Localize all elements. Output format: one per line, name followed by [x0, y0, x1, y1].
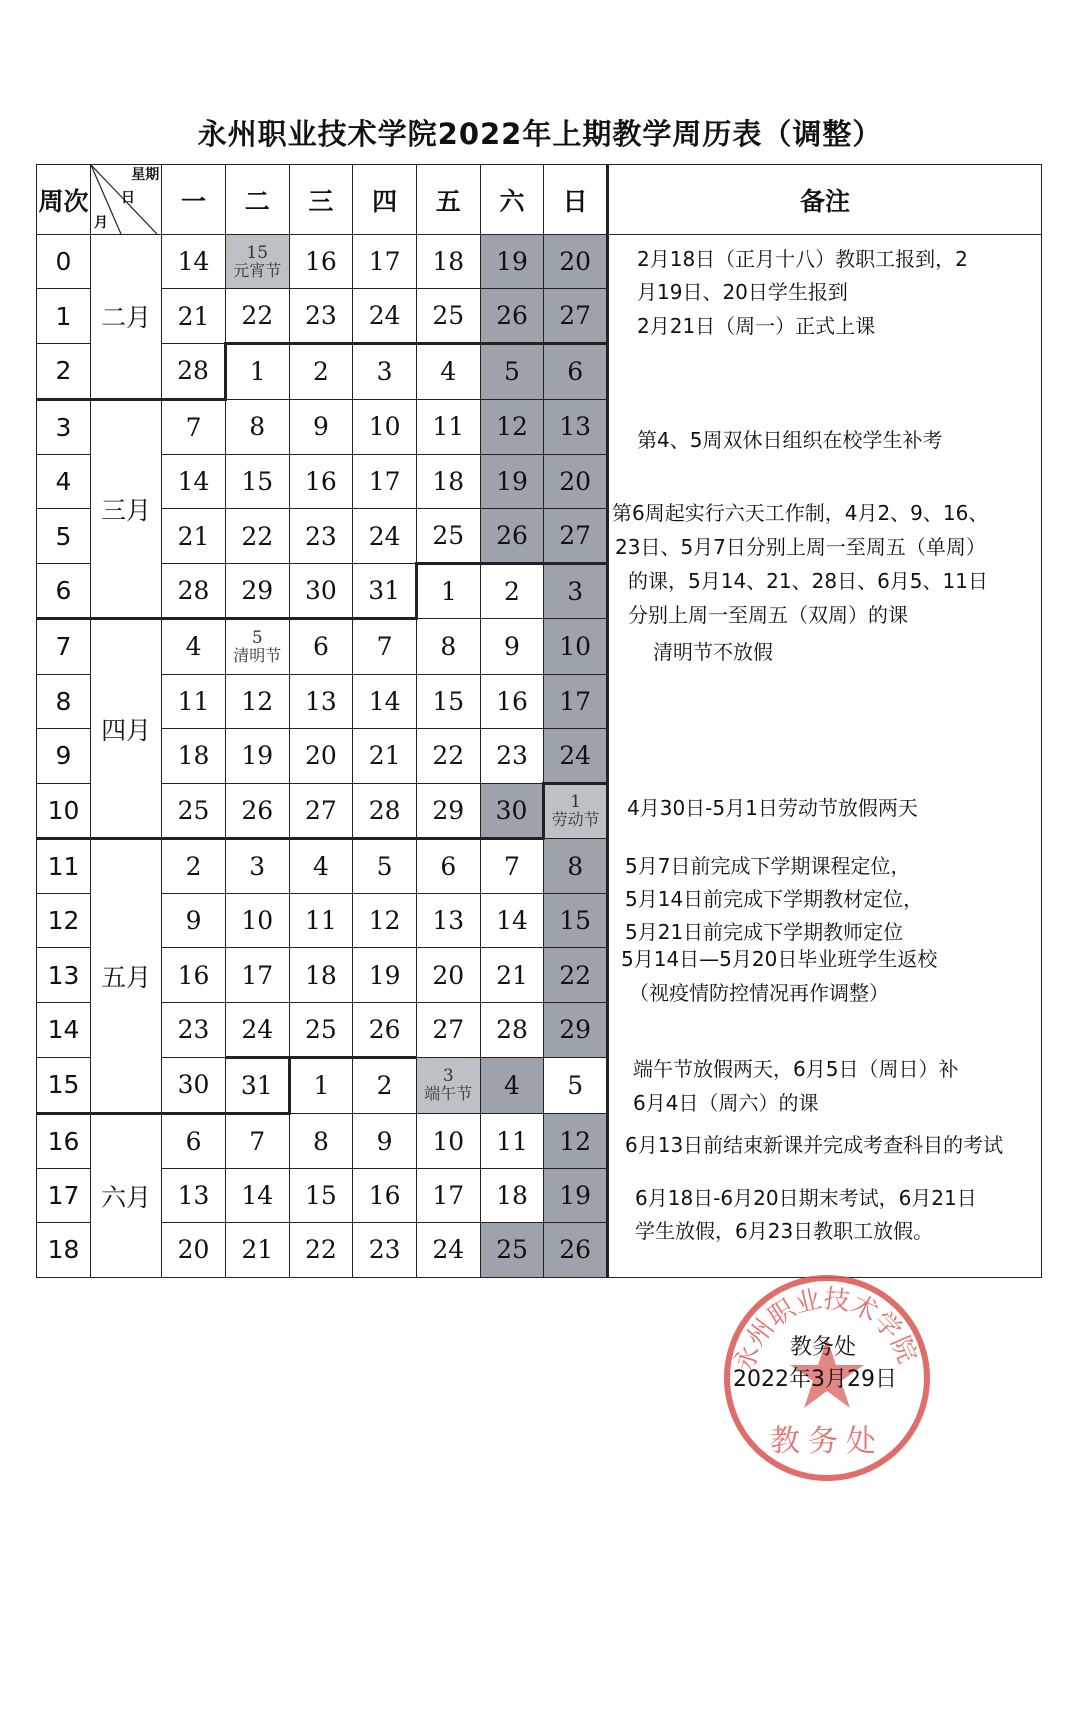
- svg-text:永州职业技术学院: 永州职业技术学院: [729, 1284, 923, 1376]
- day-cell: 28: [162, 344, 226, 399]
- weekend-cell: 12: [544, 1114, 608, 1169]
- weekend-cell: 6: [544, 344, 608, 399]
- weekend-cell: 20: [544, 235, 608, 289]
- day-cell: 1: [416, 564, 480, 619]
- day-cell: 15: [225, 454, 289, 508]
- day-cell: 18: [289, 948, 353, 1002]
- day-cell: 13: [416, 894, 480, 948]
- weekend-cell: 29: [544, 1002, 608, 1057]
- week-number: 17: [37, 1169, 91, 1223]
- day-cell: 4: [289, 839, 353, 894]
- day-cell: 17: [353, 454, 417, 508]
- day-cell: 7: [225, 1114, 289, 1169]
- weekend-cell: 3: [544, 564, 608, 619]
- day-header-mon: 一: [162, 165, 226, 235]
- note-line: 学生放假，6月23日教职工放假。: [635, 1219, 934, 1243]
- day-cell: 1: [225, 344, 289, 399]
- week-number: 2: [37, 344, 91, 399]
- week-number: 15: [37, 1057, 91, 1113]
- day-header-sat: 六: [480, 165, 544, 235]
- day-cell: 9: [162, 894, 226, 948]
- day-cell: 13: [162, 1169, 226, 1223]
- holiday-name: 清明节: [233, 645, 282, 665]
- corner-weekday-label: 星期: [131, 167, 160, 183]
- notes-header: 备注: [608, 165, 1042, 235]
- day-cell: 13: [289, 674, 353, 728]
- day-cell: 26: [353, 1002, 417, 1057]
- weekend-cell: 20: [544, 454, 608, 508]
- holiday-cell: [225, 619, 289, 674]
- day-cell: 28: [353, 783, 417, 838]
- day-cell: 11: [162, 674, 226, 728]
- note-line: 5月21日前完成下学期教师定位: [625, 920, 904, 944]
- note-line: 端午节放假两天，6月5日（周日）补: [633, 1057, 959, 1081]
- day-cell: 1: [289, 1057, 353, 1113]
- day-cell: 21: [353, 728, 417, 783]
- day-cell: 2: [353, 1057, 417, 1113]
- weekend-cell: 17: [544, 674, 608, 728]
- day-cell: 27: [289, 783, 353, 838]
- holiday-cell: [225, 235, 289, 289]
- week-number: 11: [37, 839, 91, 894]
- day-cell: 5: [544, 1057, 608, 1113]
- weekend-cell: 22: [544, 948, 608, 1002]
- day-cell: 8: [416, 619, 480, 674]
- day-cell: 14: [162, 454, 226, 508]
- day-cell: 8: [225, 399, 289, 454]
- weekend-cell: 27: [544, 508, 608, 563]
- day-cell: 8: [289, 1114, 353, 1169]
- note-line: （视疫情防控情况再作调整）: [629, 981, 889, 1005]
- day-cell: 10: [225, 894, 289, 948]
- day-header-wed: 三: [289, 165, 353, 235]
- day-cell: 14: [225, 1169, 289, 1223]
- day-cell: 23: [480, 728, 544, 783]
- note-line: 6月4日（周六）的课: [633, 1091, 819, 1115]
- weekend-cell: 26: [544, 1223, 608, 1277]
- day-cell: 25: [416, 508, 480, 563]
- week-number: 14: [37, 1002, 91, 1057]
- day-cell: 21: [225, 1223, 289, 1277]
- note-line: 23日、5月7日分别上周一至周五（单周）: [615, 535, 986, 559]
- day-cell: 22: [289, 1223, 353, 1277]
- day-cell: 12: [225, 674, 289, 728]
- day-cell: 29: [225, 564, 289, 619]
- day-cell: 19: [353, 948, 417, 1002]
- day-cell: 23: [289, 508, 353, 563]
- day-cell: 20: [416, 948, 480, 1002]
- header-row: [37, 165, 1042, 235]
- note-line: 第6周起实行六天工作制，4月2、9、16、: [612, 501, 989, 525]
- day-cell: 11: [416, 399, 480, 454]
- day-cell: 2: [162, 839, 226, 894]
- holiday-name: 端午节: [424, 1084, 473, 1104]
- day-header-tue: 二: [225, 165, 289, 235]
- weekend-cell: 12: [480, 399, 544, 454]
- day-cell: 9: [289, 399, 353, 454]
- week-number: 16: [37, 1114, 91, 1169]
- day-cell: 21: [162, 508, 226, 563]
- week-number: 9: [37, 728, 91, 783]
- day-cell: 23: [162, 1002, 226, 1057]
- day-cell: 30: [289, 564, 353, 619]
- note-line: 第4、5周双休日组织在校学生补考: [637, 428, 943, 452]
- day-cell: 7: [162, 399, 226, 454]
- notes-column: [608, 235, 1042, 1278]
- day-cell: 15: [289, 1169, 353, 1223]
- weekend-cell: 15: [544, 894, 608, 948]
- day-cell: 4: [416, 344, 480, 399]
- weekend-cell: 19: [544, 1169, 608, 1223]
- day-cell: 11: [480, 1114, 544, 1169]
- day-cell: 25: [289, 1002, 353, 1057]
- weekend-cell: 27: [544, 289, 608, 344]
- day-cell: 10: [416, 1114, 480, 1169]
- weekend-cell: 8: [544, 839, 608, 894]
- page-title: 永州职业技术学院2022年上期教学周历表（调整）: [197, 117, 883, 151]
- week-header: 周次: [37, 165, 91, 235]
- day-cell: 14: [353, 674, 417, 728]
- note-line: 6月13日前结束新课并完成考查科目的考试: [625, 1133, 1004, 1157]
- holiday-cell: [416, 1057, 480, 1113]
- day-header-sun: 日: [544, 165, 608, 235]
- day-cell: 10: [353, 399, 417, 454]
- day-cell: 22: [225, 508, 289, 563]
- day-cell: 7: [353, 619, 417, 674]
- day-cell: 9: [480, 619, 544, 674]
- day-header-fri: 五: [416, 165, 480, 235]
- day-cell: 18: [416, 235, 480, 289]
- corner-day-label: 日: [120, 190, 135, 206]
- day-cell: 31: [353, 564, 417, 619]
- day-cell: 21: [480, 948, 544, 1002]
- weekend-cell: 30: [480, 783, 544, 838]
- day-cell: 18: [480, 1169, 544, 1223]
- calendar-table: [36, 164, 1042, 1278]
- day-cell: 20: [162, 1223, 226, 1277]
- weekend-cell: 10: [544, 619, 608, 674]
- day-cell: 15: [416, 674, 480, 728]
- day-cell: 25: [162, 783, 226, 838]
- note-line: 的课，5月14、21、28日、6月5、11日: [628, 569, 988, 593]
- week-number: 5: [37, 508, 91, 563]
- weekend-cell: 4: [480, 1057, 544, 1113]
- note-line: 分别上周一至周五（双周）的课: [628, 603, 908, 627]
- day-cell: 9: [353, 1114, 417, 1169]
- day-cell: 16: [353, 1169, 417, 1223]
- weekend-cell: 25: [480, 1223, 544, 1277]
- day-cell: 2: [480, 564, 544, 619]
- note-line: 5月14日—5月20日毕业班学生返校: [621, 947, 938, 971]
- day-cell: 29: [416, 783, 480, 838]
- note-line: 6月18日-6月20日期末考试，6月21日: [635, 1186, 977, 1210]
- day-cell: 14: [480, 894, 544, 948]
- note-line: 4月30日-5月1日劳动节放假两天: [627, 796, 918, 820]
- day-cell: 16: [162, 948, 226, 1002]
- day-cell: 2: [289, 344, 353, 399]
- day-cell: 14: [162, 235, 226, 289]
- holiday-date: 15: [246, 242, 269, 263]
- day-cell: 3: [225, 839, 289, 894]
- day-cell: 7: [480, 839, 544, 894]
- day-cell: 30: [162, 1057, 226, 1113]
- signature-department: 教务处: [790, 1335, 857, 1360]
- month-label: 五月: [90, 839, 161, 1114]
- note-line: 5月7日前完成下学期课程定位，: [625, 854, 911, 878]
- weekend-cell: 13: [544, 399, 608, 454]
- day-cell: 27: [416, 1002, 480, 1057]
- week-number: 7: [37, 619, 91, 674]
- weekend-cell: 5: [480, 344, 544, 399]
- svg-text:教务处: 教务处: [770, 1424, 884, 1459]
- day-cell: 16: [289, 235, 353, 289]
- day-cell: 20: [289, 728, 353, 783]
- holiday-date: 3: [442, 1066, 454, 1087]
- day-cell: 23: [289, 289, 353, 344]
- day-cell: 26: [225, 783, 289, 838]
- day-cell: 5: [353, 839, 417, 894]
- week-number: 10: [37, 783, 91, 838]
- day-cell: 24: [416, 1223, 480, 1277]
- day-cell: 6: [162, 1114, 226, 1169]
- week-number: 12: [37, 894, 91, 948]
- day-cell: 18: [416, 454, 480, 508]
- note-line: 清明节不放假: [653, 640, 773, 664]
- day-cell: 6: [416, 839, 480, 894]
- day-cell: 4: [162, 619, 226, 674]
- day-cell: 21: [162, 289, 226, 344]
- day-cell: 18: [162, 728, 226, 783]
- day-cell: 24: [225, 1002, 289, 1057]
- month-label: 四月: [90, 619, 161, 839]
- weekend-cell: 19: [480, 235, 544, 289]
- day-cell: 31: [225, 1057, 289, 1113]
- weekend-cell: 26: [480, 508, 544, 563]
- day-cell: 19: [225, 728, 289, 783]
- note-line: 月19日、20日学生报到: [637, 280, 848, 304]
- day-cell: 16: [289, 454, 353, 508]
- holiday-name: 劳动节: [551, 810, 600, 830]
- weekend-cell: 26: [480, 289, 544, 344]
- week-number: 8: [37, 674, 91, 728]
- holiday-date: 1: [570, 792, 582, 813]
- day-cell: 16: [480, 674, 544, 728]
- signature-date: 2022年3月29日: [733, 1367, 897, 1392]
- day-header-thu: 四: [353, 165, 417, 235]
- month-label: 六月: [90, 1114, 161, 1278]
- day-cell: 28: [162, 564, 226, 619]
- day-cell: 17: [416, 1169, 480, 1223]
- day-cell: 25: [416, 289, 480, 344]
- note-line: 2月21日（周一）正式上课: [637, 314, 876, 338]
- day-cell: 28: [480, 1002, 544, 1057]
- corner-header: [90, 165, 161, 235]
- day-cell: 23: [353, 1223, 417, 1277]
- day-cell: 3: [353, 344, 417, 399]
- weekend-cell: 19: [480, 454, 544, 508]
- corner-month-label: 月: [93, 215, 108, 231]
- day-cell: 24: [353, 508, 417, 563]
- day-cell: 24: [353, 289, 417, 344]
- note-line: 2月18日（正月十八）教职工报到，2: [637, 247, 968, 271]
- day-cell: 12: [353, 894, 417, 948]
- day-cell: 11: [289, 894, 353, 948]
- holiday-name: 元宵节: [233, 260, 282, 280]
- week-number: 6: [37, 564, 91, 619]
- day-cell: 17: [225, 948, 289, 1002]
- week-number: 0: [37, 235, 91, 289]
- note-line: 5月14日前完成下学期教材定位，: [625, 887, 924, 911]
- month-label: 二月: [90, 235, 161, 400]
- week-number: 13: [37, 948, 91, 1002]
- week-number: 3: [37, 399, 91, 454]
- week-number: 18: [37, 1223, 91, 1277]
- day-cell: 22: [225, 289, 289, 344]
- week-number: 1: [37, 289, 91, 344]
- month-label: 三月: [90, 399, 161, 619]
- day-cell: 22: [416, 728, 480, 783]
- holiday-cell: [544, 783, 608, 838]
- week-number: 4: [37, 454, 91, 508]
- weekend-cell: 24: [544, 728, 608, 783]
- day-cell: 6: [289, 619, 353, 674]
- holiday-date: 5: [251, 627, 263, 648]
- day-cell: 17: [353, 235, 417, 289]
